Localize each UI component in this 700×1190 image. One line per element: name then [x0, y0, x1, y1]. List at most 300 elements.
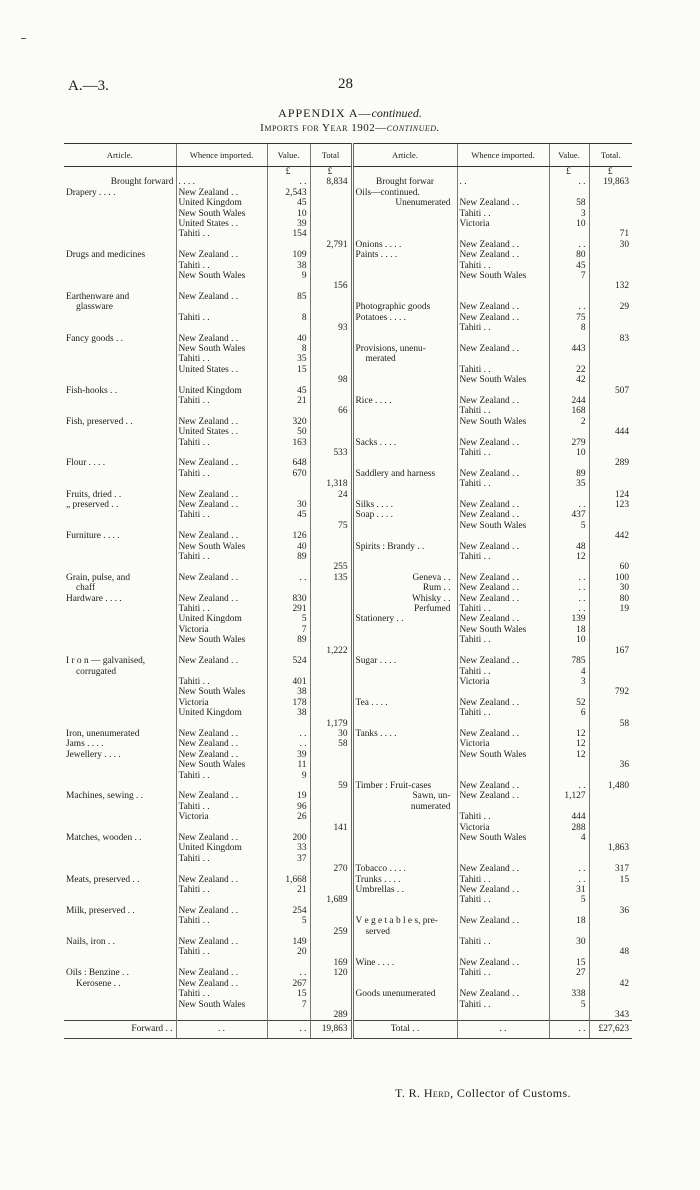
cell-article-right: Photographic goods: [352, 302, 457, 312]
cell-article-left: [64, 271, 176, 281]
col-total-right: Total.: [589, 144, 632, 167]
cell-value-left: 45: [267, 198, 310, 208]
cell-article-right: Sugar . . . .: [352, 656, 457, 666]
cell-total-left: [310, 438, 352, 448]
cell-value-left: [267, 448, 310, 458]
cell-whence-right: Tahiti . .: [457, 968, 549, 978]
cell-value-right: [549, 386, 589, 396]
cell-article-left: glassware: [76, 302, 113, 313]
cell-total-left: [310, 771, 352, 781]
cell-whence-left: New Zealand . .: [176, 334, 267, 344]
table-row: [64, 739, 632, 749]
cell-value-right: [549, 427, 589, 437]
col-value-left: Value.: [267, 144, 310, 167]
cell-article-left: chaff: [76, 583, 96, 594]
table-row: [64, 729, 632, 739]
cell-article-right: [352, 677, 457, 687]
table-row: [64, 500, 632, 510]
cell-whence-right: New Zealand . .: [457, 781, 549, 791]
cell-whence-left: Tahiti . .: [176, 552, 267, 562]
cell-article-left: [64, 1000, 176, 1010]
cell-article-right: [352, 812, 457, 822]
table-row: [64, 427, 632, 437]
cell-total-right: 317: [589, 864, 632, 874]
cell-total-left: [310, 188, 352, 198]
cell-whence-left: Tahiti . .: [176, 885, 267, 895]
cell-value-right: 3: [549, 677, 589, 687]
cell-value-right: 288: [549, 823, 589, 833]
cell-value-right: 10: [549, 635, 589, 645]
table-row: [64, 323, 632, 333]
cell-value-right: 30: [549, 937, 589, 947]
table-row: [64, 916, 632, 926]
cell-article-right: Perfumed: [352, 604, 457, 614]
cell-whence-right: New Zealand . .: [457, 583, 549, 593]
cell-value-right: [549, 802, 589, 812]
cell-whence-right: [457, 802, 549, 812]
cell-value-left: 1,668: [267, 875, 310, 885]
cell-whence-right: Tahiti . .: [457, 708, 549, 718]
table-row: [64, 229, 632, 239]
cell-value-right: 89: [549, 469, 589, 479]
cell-total-right: 19,863: [589, 177, 632, 187]
cell-total-right: 60: [589, 562, 632, 572]
table-row: [64, 791, 632, 801]
cell-value-right: . .: [549, 864, 589, 874]
table-row: [64, 240, 632, 250]
cell-total-left: [310, 698, 352, 708]
cell-total-left: [310, 677, 352, 687]
cell-whence-right: [457, 188, 549, 198]
cell-value-right: £: [549, 167, 589, 178]
table-row: [64, 417, 632, 427]
cell-value-right: 10: [549, 448, 589, 458]
table-row: [64, 1010, 632, 1021]
cell-whence-right: Tahiti . .: [457, 895, 549, 905]
cell-article-right: [352, 271, 457, 281]
cell-value-right: [549, 906, 589, 916]
cell-total-left: 533: [310, 448, 352, 458]
cell-value-left: 89: [267, 552, 310, 562]
table-row: [64, 823, 632, 833]
cell-value-left: 38: [267, 687, 310, 697]
cell-article-left: Jams . . . .: [66, 739, 104, 750]
cell-whence-right: Tahiti . .: [457, 604, 549, 614]
table-row: [64, 354, 632, 364]
cell-value-left: 96: [267, 802, 310, 812]
cell-article-right: Tanks . . . .: [352, 729, 457, 739]
table-row: [64, 646, 632, 656]
cell-value-right: . .: [549, 875, 589, 885]
cell-value-right: 4: [549, 833, 589, 843]
cell-article-left: [64, 510, 176, 520]
cell-total-left: 93: [310, 323, 352, 333]
cell-article-left: Brought forward: [110, 177, 174, 188]
cell-whence-left: Tahiti . .: [176, 854, 267, 864]
cell-whence-right: New Zealand . .: [457, 614, 549, 624]
cell-article-left: Earthenware and: [66, 291, 130, 302]
cell-whence-left: New Zealand . .: [176, 594, 267, 604]
cell-article-right: [352, 947, 457, 957]
cell-total-left: [310, 271, 352, 281]
cell-article-left: Jewellery . . . .: [66, 749, 121, 760]
cell-value-right: [549, 531, 589, 541]
cell-article-right: [352, 1010, 457, 1021]
cell-total-right: [589, 406, 632, 416]
cell-value-right: [549, 843, 589, 853]
cell-article-left: [64, 698, 176, 708]
cell-whence-right: Tahiti . .: [457, 635, 549, 645]
cell-article-right: Oils—continued.: [352, 188, 457, 198]
cell-whence-right: Tahiti . .: [457, 552, 549, 562]
cell-value-left: 267: [267, 979, 310, 989]
cell-value-right: 35: [549, 479, 589, 489]
table-row: [64, 281, 632, 291]
table-row: [64, 625, 632, 635]
cell-whence-right: New South Wales: [457, 417, 549, 427]
cell-value-left: . .: [267, 177, 310, 187]
cell-article-left: [64, 406, 176, 416]
cell-whence-right: Tahiti . .: [457, 261, 549, 271]
cell-article-right: [352, 365, 457, 375]
table-row: [64, 687, 632, 697]
cell-article-left: Matches, wooden . .: [66, 833, 142, 843]
cell-article-right: [352, 906, 457, 916]
cell-article-right: [352, 771, 457, 781]
cell-whence-right: Victoria: [457, 219, 549, 229]
cell-total-right: 167: [589, 646, 632, 656]
cell-article-right: [352, 760, 457, 770]
cell-whence-right: New Zealand . .: [457, 958, 549, 968]
cell-value-left: . .: [267, 968, 310, 978]
cell-whence-left: New Zealand . .: [176, 656, 267, 666]
cell-article-right: Tobacco . . . .: [352, 864, 457, 874]
cell-whence-right: Tahiti . .: [457, 1000, 549, 1010]
cell-value-right: . .: [549, 583, 589, 593]
col-value-right: Value.: [549, 144, 589, 167]
cell-article-right: [352, 375, 457, 385]
footer-total-label: Total . .: [352, 1021, 457, 1038]
cell-article-left: [64, 771, 176, 781]
cell-whence-right: [457, 562, 549, 572]
cell-total-right: 132: [589, 281, 632, 291]
cell-total-right: 124: [589, 490, 632, 500]
cell-article-left: [64, 604, 176, 614]
cell-total-right: [589, 698, 632, 708]
cell-article-right: Sacks . . . .: [352, 438, 457, 448]
cell-value-left: 15: [267, 365, 310, 375]
cell-article-left: [64, 167, 176, 178]
cell-total-right: [589, 188, 632, 198]
cell-whence-right: New Zealand . .: [457, 510, 549, 520]
cell-value-left: 149: [267, 937, 310, 947]
cell-value-right: 437: [549, 510, 589, 520]
cell-article-left: [64, 635, 176, 645]
cell-whence-right: [457, 760, 549, 770]
cell-article-right: Tea . . . .: [352, 698, 457, 708]
cell-value-right: [549, 760, 589, 770]
cell-whence-right: New Zealand . .: [457, 313, 549, 323]
cell-total-right: [589, 937, 632, 947]
cell-article-right: [352, 323, 457, 333]
cell-total-left: [310, 947, 352, 957]
table-row: [64, 947, 632, 957]
cell-article-left: [64, 281, 176, 291]
cell-article-right: [352, 708, 457, 718]
cell-total-right: [589, 635, 632, 645]
cell-whence-right: New Zealand . .: [457, 240, 549, 250]
cell-value-left: 89: [267, 635, 310, 645]
cell-whence-left: Victoria: [176, 625, 267, 635]
cell-article-right: [352, 386, 457, 396]
cell-article-left: [64, 989, 176, 999]
cell-total-right: [589, 739, 632, 749]
cell-article-right: [352, 687, 457, 697]
cell-whence-right: New South Wales: [457, 833, 549, 843]
cell-value-right: 15: [549, 958, 589, 968]
cell-value-right: 58: [549, 198, 589, 208]
cell-article-left: Flour . . . .: [66, 458, 106, 469]
cell-value-left: [267, 490, 310, 500]
cell-value-right: [549, 771, 589, 781]
appendix-title: [0, 106, 700, 121]
cell-value-right: 7: [549, 271, 589, 281]
cell-article-right: [352, 854, 457, 864]
cell-value-right: 12: [549, 739, 589, 749]
cell-article-right: [352, 968, 457, 978]
cell-article-right: served: [352, 927, 457, 937]
cell-whence-left: New South Wales: [176, 542, 267, 552]
imports-table: [64, 143, 632, 1039]
cell-whence-left: [176, 823, 267, 833]
cell-value-left: £: [267, 167, 310, 178]
cell-value-left: [267, 667, 310, 677]
cell-whence-right: [457, 719, 549, 729]
cell-value-left: 45: [267, 510, 310, 520]
table-row: [64, 542, 632, 552]
cell-article-left: [64, 427, 176, 437]
cell-article-right: [352, 448, 457, 458]
cell-total-left: 255: [310, 562, 352, 572]
cell-article-left: [64, 365, 176, 375]
cell-article-right: Goods unenumerated: [352, 989, 457, 999]
cell-total-right: [589, 812, 632, 822]
cell-total-right: 792: [589, 687, 632, 697]
cell-whence-right: [457, 292, 549, 302]
cell-total-right: [589, 344, 632, 354]
cell-article-right: [352, 427, 457, 437]
cell-whence-left: Victoria: [176, 698, 267, 708]
cell-total-right: [589, 292, 632, 302]
cell-value-right: 18: [549, 916, 589, 926]
cell-whence-left: [176, 479, 267, 489]
cell-whence-left: [176, 281, 267, 291]
cell-value-left: 40: [267, 542, 310, 552]
cell-total-left: 98: [310, 375, 352, 385]
cell-total-right: [589, 833, 632, 843]
cell-article-right: Saddlery and harness: [352, 469, 457, 479]
cell-value-right: [549, 562, 589, 572]
cell-article-right: [352, 417, 457, 427]
cell-whence-left: Tahiti . .: [176, 916, 267, 926]
cell-article-right: [352, 261, 457, 271]
cell-article-left: corrugated: [76, 666, 117, 677]
cell-value-right: 244: [549, 396, 589, 406]
cell-total-left: 156: [310, 281, 352, 291]
table-row: [64, 895, 632, 905]
cell-whence-right: [457, 927, 549, 937]
cell-total-right: 507: [589, 386, 632, 396]
cell-article-left: Furniture . . . .: [66, 531, 120, 542]
cell-total-left: [310, 261, 352, 271]
cell-value-left: [267, 406, 310, 416]
cell-value-left: 30: [267, 500, 310, 510]
cell-whence-right: New Zealand . .: [457, 344, 549, 354]
cell-total-left: [310, 313, 352, 323]
cell-whence-left: New South Wales: [176, 344, 267, 354]
cell-whence-left: [176, 375, 267, 385]
cell-whence-left: United Kingdom: [176, 843, 267, 853]
cell-article-right: [352, 937, 457, 947]
cell-total-left: [310, 833, 352, 843]
cell-total-right: [589, 219, 632, 229]
cell-total-left: [310, 427, 352, 437]
cell-value-right: 22: [549, 365, 589, 375]
cell-whence-right: [457, 281, 549, 291]
cell-total-left: [310, 843, 352, 853]
cell-total-left: [310, 386, 352, 396]
cell-article-left: [64, 354, 176, 364]
cell-article-left: [64, 916, 176, 926]
cell-total-right: [589, 479, 632, 489]
cell-value-left: [267, 719, 310, 729]
cell-article-right: [352, 406, 457, 416]
footer-dots-1: . .: [176, 1021, 267, 1038]
cell-total-left: [310, 500, 352, 510]
cell-whence-left: United States . .: [176, 219, 267, 229]
cell-whence-left: United States . .: [176, 427, 267, 437]
cell-value-left: 200: [267, 833, 310, 843]
cell-whence-left: Victoria: [176, 812, 267, 822]
cell-whence-right: [457, 229, 549, 239]
table-row: [64, 479, 632, 489]
table-row: [64, 760, 632, 770]
cell-whence-right: Tahiti . .: [457, 667, 549, 677]
cell-total-right: [589, 729, 632, 739]
col-article-left: Article.: [64, 144, 176, 167]
cell-article-left: Nails, iron . .: [66, 937, 115, 948]
cell-value-right: [549, 188, 589, 198]
table-row: [64, 167, 632, 178]
cell-value-left: [267, 562, 310, 572]
cell-total-left: [310, 1000, 352, 1010]
cell-value-right: 3: [549, 209, 589, 219]
cell-whence-left: United Kingdom: [176, 198, 267, 208]
cell-total-right: [589, 750, 632, 760]
cell-value-left: 15: [267, 989, 310, 999]
cell-whence-left: Tahiti . .: [176, 802, 267, 812]
cell-whence-right: New South Wales: [457, 521, 549, 531]
cell-whence-right: New Zealand . .: [457, 500, 549, 510]
cell-whence-right: Tahiti . .: [457, 365, 549, 375]
cell-article-right: Soap . . . .: [352, 510, 457, 520]
cell-value-left: 8: [267, 344, 310, 354]
cell-total-right: [589, 261, 632, 271]
cell-whence-left: [176, 521, 267, 531]
cell-total-left: [310, 365, 352, 375]
cell-whence-right: [457, 354, 549, 364]
table-subtitle: [0, 122, 700, 134]
cell-value-left: . .: [267, 739, 310, 749]
footer-dots-3: . .: [457, 1021, 549, 1038]
cell-whence-right: Tahiti . .: [457, 937, 549, 947]
cell-total-left: [310, 198, 352, 208]
cell-total-right: [589, 968, 632, 978]
cell-total-left: [310, 708, 352, 718]
cell-article-left: [64, 209, 176, 219]
cell-article-left: [64, 521, 176, 531]
cell-total-left: 30: [310, 729, 352, 739]
cell-total-right: [589, 667, 632, 677]
cell-value-right: 31: [549, 885, 589, 895]
cell-value-right: 12: [549, 552, 589, 562]
cell-total-left: [310, 791, 352, 801]
col-total-left: Total: [310, 144, 352, 167]
cell-value-left: 7: [267, 625, 310, 635]
table-row: [64, 875, 632, 885]
signature: [395, 1086, 571, 1101]
cell-article-right: Rice . . . .: [352, 396, 457, 406]
cell-value-left: . .: [267, 573, 310, 583]
cell-total-left: [310, 229, 352, 239]
cell-whence-right: [457, 167, 549, 178]
cell-value-right: . .: [549, 177, 589, 187]
cell-total-left: [310, 552, 352, 562]
cell-value-right: . .: [549, 302, 589, 312]
cell-value-left: 254: [267, 906, 310, 916]
cell-total-left: 2,791: [310, 240, 352, 250]
cell-total-left: 1,222: [310, 646, 352, 656]
cell-whence-left: New Zealand . .: [176, 906, 267, 916]
cell-whence-left: New Zealand . .: [176, 979, 267, 989]
cell-whence-right: New Zealand . .: [457, 469, 549, 479]
table-row: [64, 177, 632, 187]
cell-value-left: 670: [267, 469, 310, 479]
cell-value-right: [549, 687, 589, 697]
table-row: [64, 989, 632, 999]
table-row: [64, 250, 632, 260]
cell-whence-left: United States . .: [176, 365, 267, 375]
cell-whence-left: [176, 781, 267, 791]
cell-total-left: [310, 760, 352, 770]
cell-total-right: [589, 916, 632, 926]
cell-article-right: [352, 281, 457, 291]
cell-value-left: 154: [267, 229, 310, 239]
cell-value-left: . .: [267, 729, 310, 739]
cell-value-right: 2: [549, 417, 589, 427]
cell-whence-left: [176, 583, 267, 593]
cell-total-right: 100: [589, 573, 632, 583]
cell-total-left: £: [310, 167, 352, 178]
table-row: [64, 750, 632, 760]
cell-whence-left: New Zealand . .: [176, 791, 267, 801]
table-row: [64, 708, 632, 718]
cell-whence-left: [176, 1010, 267, 1021]
cell-total-left: [310, 510, 352, 520]
cell-whence-left: United Kingdom: [176, 708, 267, 718]
table-row: [64, 843, 632, 853]
cell-value-left: 648: [267, 458, 310, 468]
